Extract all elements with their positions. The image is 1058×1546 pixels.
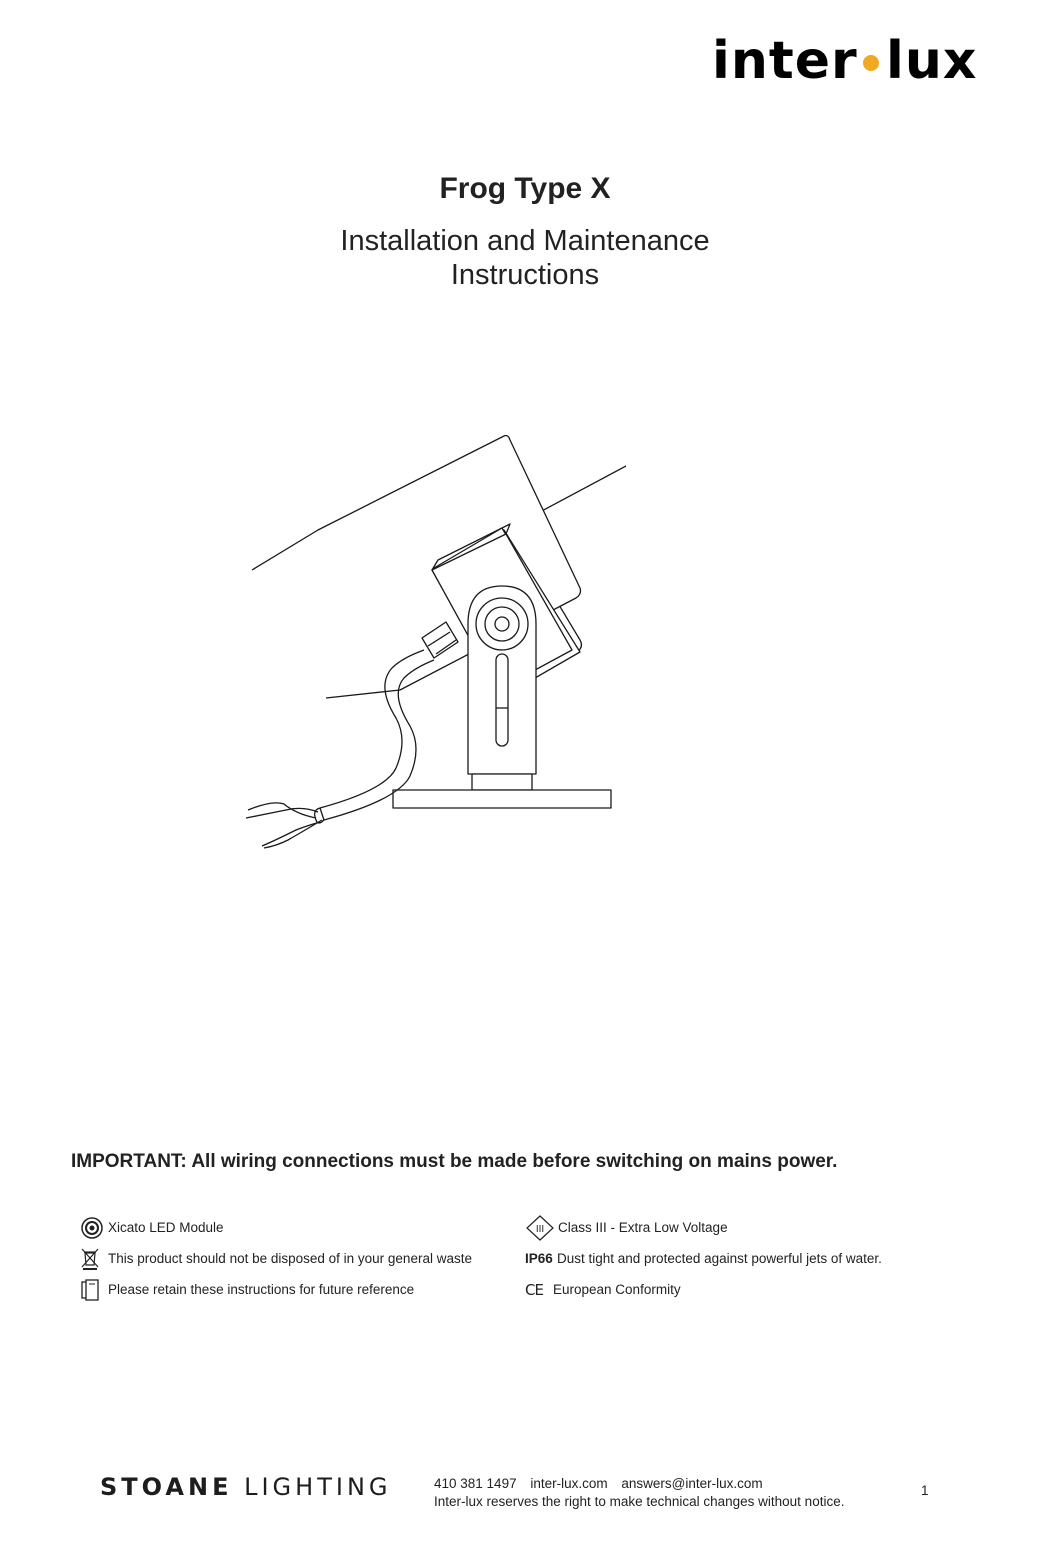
- subtitle-line-1: Installation and Maintenance: [340, 225, 710, 257]
- important-warning: IMPORTANT: All wiring connections must be made before switching on mains power.: [71, 1151, 838, 1172]
- logo-text-right: lux: [886, 31, 978, 91]
- led-module-icon: [80, 1216, 104, 1240]
- fixture-illustration: [236, 428, 626, 858]
- logo-dot-icon: [863, 55, 879, 71]
- stoane-lighting-logo: [100, 1473, 392, 1501]
- contact-line: [434, 1475, 844, 1493]
- symbol-text: European Conformity: [553, 1282, 681, 1297]
- document-title: Frog Type X: [439, 172, 611, 205]
- symbol-text: Dust tight and protected against powerful jets of water.: [557, 1251, 882, 1266]
- class-three-label: III: [535, 1223, 545, 1235]
- document-icon: [80, 1278, 100, 1302]
- symbol-text: Class III - Extra Low Voltage: [558, 1220, 728, 1235]
- symbol-text: Xicato LED Module: [108, 1220, 224, 1235]
- document-subtitle: [0, 224, 1050, 292]
- page-number: 1: [921, 1483, 929, 1498]
- website-link[interactable]: inter-lux.com: [530, 1476, 608, 1491]
- symbol-row: [525, 1274, 965, 1305]
- symbol-row: [80, 1274, 520, 1305]
- symbol-row: [525, 1243, 965, 1274]
- symbol-text: This product should not be disposed of in your general waste: [108, 1251, 472, 1266]
- phone-number: 410 381 1497: [434, 1476, 517, 1491]
- brand-strong: STOANE: [100, 1473, 233, 1501]
- symbol-row: [525, 1212, 965, 1243]
- symbol-row: [80, 1243, 520, 1274]
- ce-mark-icon: CE: [525, 1280, 543, 1299]
- disclaimer: Inter-lux reserves the right to make technical changes without notice.: [434, 1494, 845, 1509]
- brand-light: LIGHTING: [244, 1473, 392, 1501]
- symbols-list-right: [525, 1212, 965, 1305]
- symbols-list-left: [80, 1212, 520, 1305]
- email-link[interactable]: answers@inter-lux.com: [621, 1476, 763, 1491]
- interlux-logo: [710, 26, 985, 92]
- symbol-text: Please retain these instructions for future reference: [108, 1282, 415, 1297]
- class-three-icon: [525, 1215, 555, 1241]
- logo-text-left: inter: [712, 31, 858, 91]
- ip-rating-label: IP66: [525, 1251, 553, 1266]
- crossed-bin-icon: [80, 1247, 100, 1271]
- symbol-row: [80, 1212, 520, 1243]
- subtitle-line-2: Instructions: [450, 259, 600, 291]
- footer-contact: [434, 1475, 844, 1511]
